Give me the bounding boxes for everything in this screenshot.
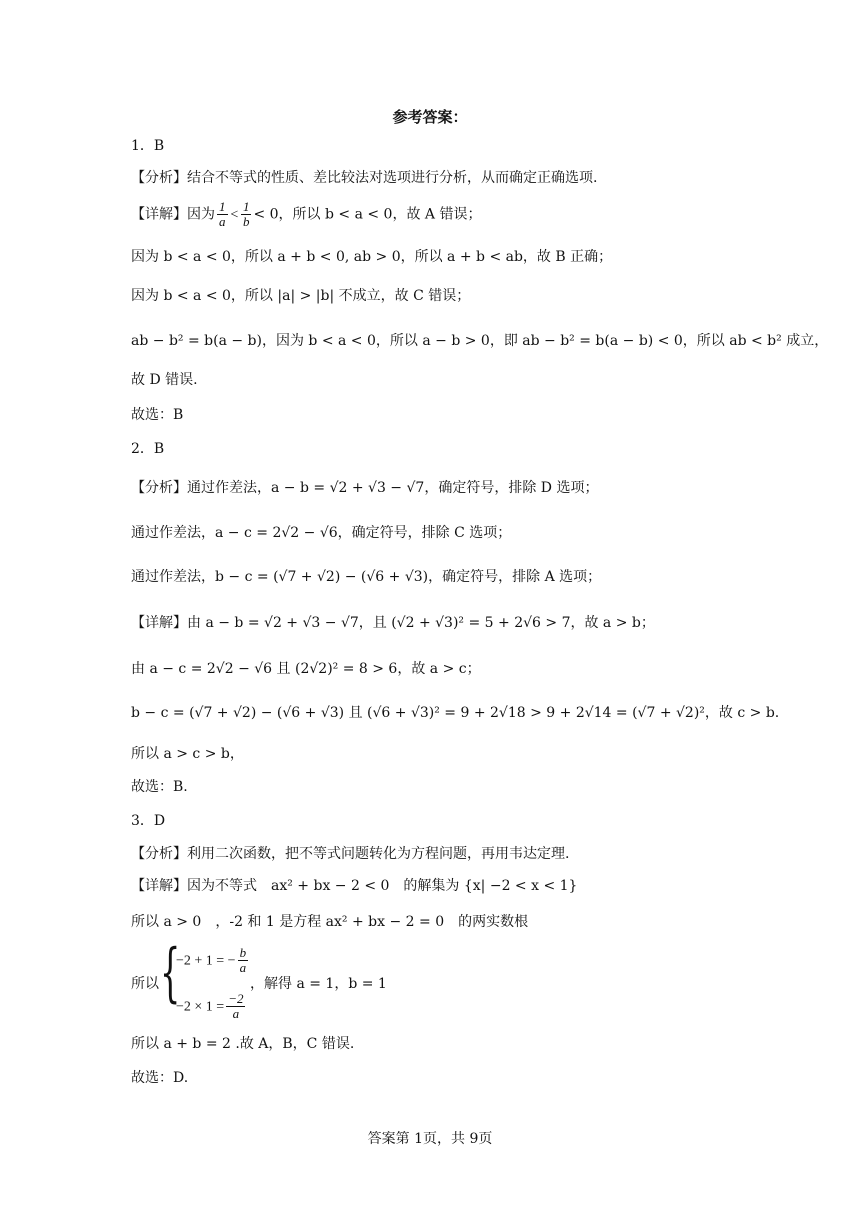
q2-choice: 故选：B. xyxy=(131,779,188,795)
fraction-1-over-b xyxy=(241,200,252,229)
q3-system-prefix: 所以 xyxy=(131,976,159,992)
q2-detail-line1: 【详解】由 a − b = √2 + √3 − √7，且 (√2 + √3)² = 5 + 2√6 > 7，故 a > b； xyxy=(131,615,655,631)
q2-analysis-line2: 通过作差法，a − c = 2√2 − √6，确定符号，排除 C 选项； xyxy=(131,525,512,541)
q2-analysis-line3: 通过作差法，b − c = (√7 + √2) − (√6 + √3)，确定符号，排除 A 选项； xyxy=(131,569,602,585)
page-title: 参考答案： xyxy=(392,108,468,126)
fraction-b-over-a xyxy=(238,946,249,975)
page-footer: 答案第 1页，共 9页 xyxy=(367,1131,493,1147)
q1-detail-line3: 因为 b < a < 0，所以 |a| > |b| 不成立，故 C 错误； xyxy=(131,288,471,304)
q1-detail-line5: 故 D 错误. xyxy=(131,372,198,388)
q2-answer: 2．B xyxy=(131,441,165,457)
numerator: b xyxy=(239,945,247,960)
q3-detail-line1: 【详解】因为不等式 ax² + bx − 2 < 0 的解集为 {x| −2 < x < 1} xyxy=(131,878,578,894)
fraction-1-over-a xyxy=(217,200,228,229)
q2-conclusion: 所以 a > c > b， xyxy=(131,746,244,762)
numerator: 1 xyxy=(242,199,250,214)
fraction-minus2-over-a xyxy=(226,992,245,1021)
numerator: 1 xyxy=(219,199,226,214)
system-equation-1 xyxy=(176,946,250,975)
q2-detail-line3: b − c = (√7 + √2) − (√6 + √3) 且 (√6 + √3)² = 9 + 2√18 > 9 + 2√14 = (√7 + √2)²，故 c > b. xyxy=(131,705,780,721)
q1-detail-line4: ab − b² = b(a − b)，因为 b < a < 0，所以 a − b > 0，即 ab − b² = b(a − b) < 0，所以 ab < b² 成立， xyxy=(131,333,829,349)
denominator: b xyxy=(242,214,250,229)
q3-answer: 3．D xyxy=(131,813,166,829)
q3-analysis: 【分析】利用二次函数，把不等式问题转化为方程问题，再用韦达定理. xyxy=(131,846,570,862)
numerator: −2 xyxy=(228,991,244,1006)
denominator: a xyxy=(219,214,226,229)
q2-detail-line2: 由 a − c = 2√2 − √6 且 (2√2)² = 8 > 6，故 a > c； xyxy=(131,661,481,677)
q1-detail-suffix: < 0，所以 b < a < 0，故 A 错误； xyxy=(253,206,482,223)
q3-detail-line2: 所以 a > 0 ，-2 和 1 是方程 ax² + bx − 2 = 0 的两实数根 xyxy=(131,914,529,930)
equation-1-left: −2 + 1 = − xyxy=(176,953,236,969)
denominator: a xyxy=(232,1006,240,1021)
system-equation-2 xyxy=(176,992,247,1021)
q1-analysis: 【分析】结合不等式的性质、差比较法对选项进行分析，从而确定正确选项. xyxy=(131,170,598,186)
equation-2-left: −2 × 1 = xyxy=(176,999,225,1015)
q1-choice: 故选：B xyxy=(131,407,184,423)
q3-conclusion: 所以 a + b = 2 .故 A，B，C 错误. xyxy=(131,1036,355,1052)
q3-choice: 故选：D. xyxy=(131,1070,189,1086)
q1-detail-line2: 因为 b < a < 0，所以 a + b < 0, ab > 0，所以 a + b < ab，故 B 正确； xyxy=(131,249,613,265)
denominator: a xyxy=(239,960,247,975)
q1-detail-prefix: 【详解】因为 xyxy=(131,206,215,223)
q3-system-result: ，解得 a = 1，b = 1 xyxy=(250,976,387,992)
q1-answer: 1．B xyxy=(131,138,165,154)
q2-analysis-line1: 【分析】通过作差法，a − b = √2 + √3 − √7，确定符号，排除 D 选项； xyxy=(131,480,599,496)
q1-detail-line1: 【详解】因为 $\frac{1}{a}$ < $\frac{1}{b}$ < 0，所以 b < a < 0，故 A 错误； xyxy=(131,199,482,229)
left-brace-symbol: { xyxy=(160,936,181,1010)
